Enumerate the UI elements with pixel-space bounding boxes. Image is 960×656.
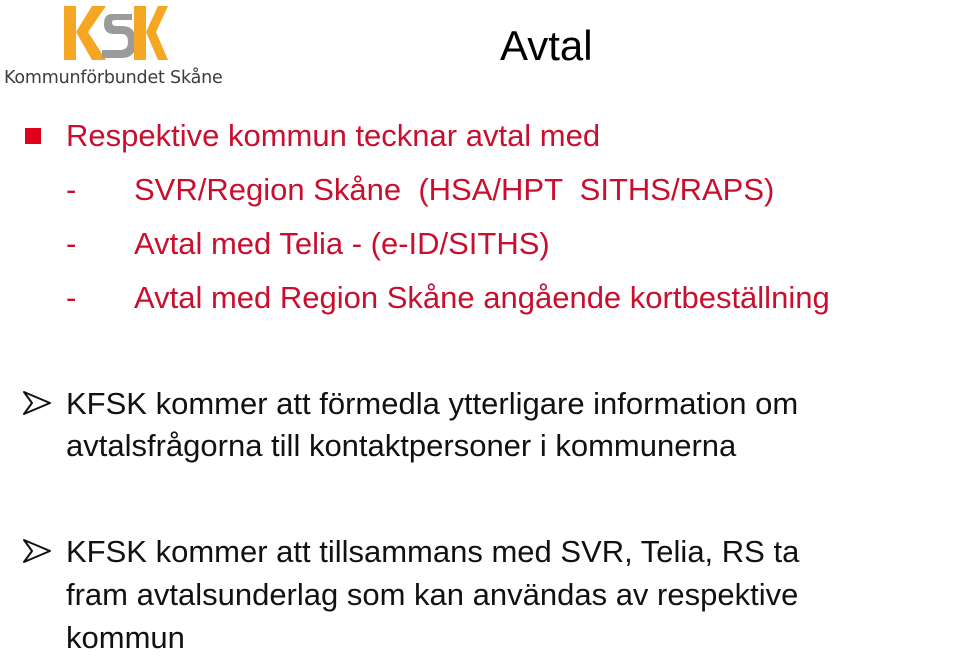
slide-title: Avtal bbox=[500, 22, 593, 69]
dash-marker: - bbox=[66, 280, 77, 315]
logo-text: Kommunförbundet Skåne bbox=[4, 68, 223, 88]
arrow-item-2-line-3: kommun bbox=[66, 620, 185, 655]
arrow-item-1-line-2: avtalsfrågorna till kontaktpersoner i kommunerna bbox=[66, 428, 737, 463]
arrow-bullet-icon bbox=[22, 538, 52, 564]
dash-item-1: SVR/Region Skåne (HSA/HPT SITHS/RAPS) bbox=[134, 172, 775, 207]
dash-marker: - bbox=[66, 172, 77, 207]
dash-item-2: Avtal med Telia - (e-ID/SITHS) bbox=[134, 226, 550, 261]
square-bullet-icon bbox=[25, 128, 41, 144]
organization-logo bbox=[4, 2, 226, 94]
arrow-bullet-icon bbox=[22, 390, 52, 416]
arrow-item-2-line-2: fram avtalsunderlag som kan användas av respektive bbox=[66, 577, 799, 612]
intro-text: Respektive kommun tecknar avtal med bbox=[66, 118, 601, 153]
ksk-logo-icon bbox=[62, 2, 170, 64]
arrow-item-2-line-1: KFSK kommer att tillsammans med SVR, Telia, RS ta bbox=[66, 534, 800, 569]
dash-marker: - bbox=[66, 226, 77, 261]
dash-item-3: Avtal med Region Skåne angående kortbeställning bbox=[134, 280, 830, 315]
arrow-item-1-line-1: KFSK kommer att förmedla ytterligare information om bbox=[66, 386, 799, 421]
